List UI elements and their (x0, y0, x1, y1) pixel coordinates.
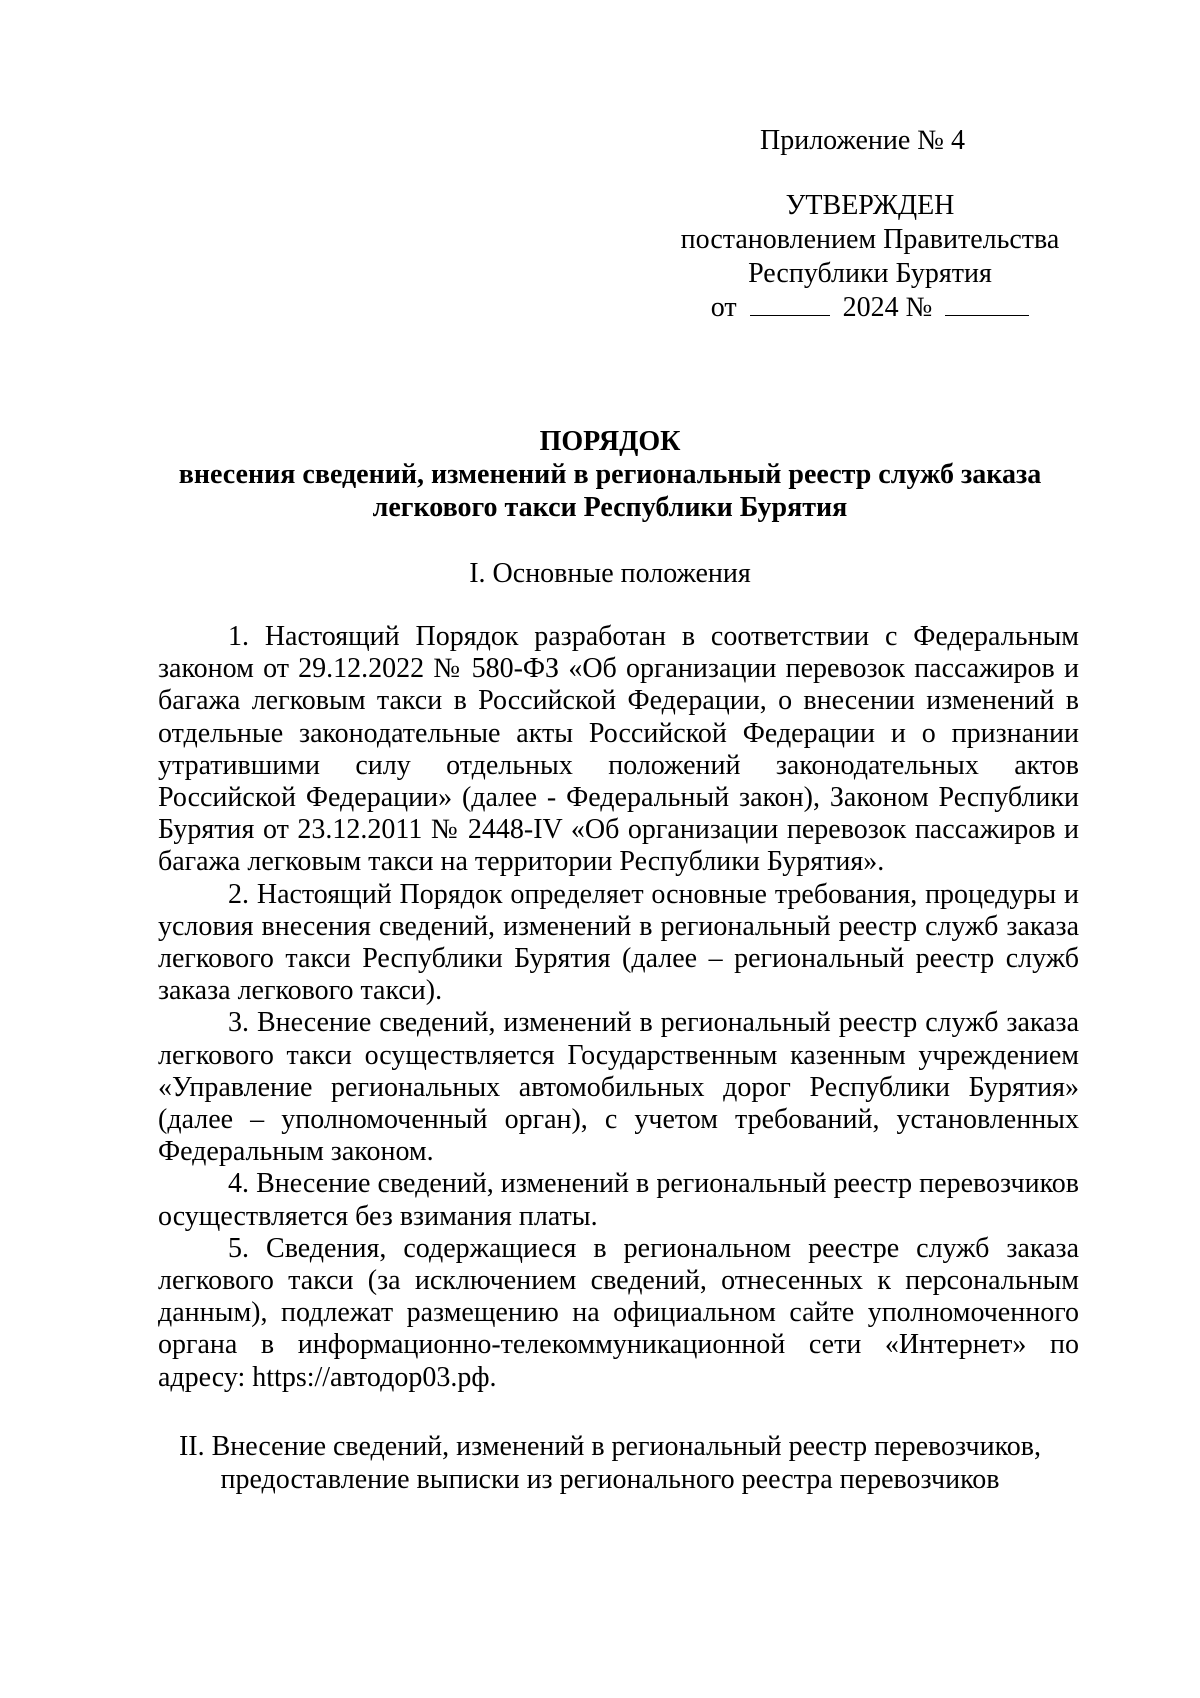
number-blank (945, 291, 1029, 316)
title-line-1: ПОРЯДОК (539, 426, 681, 457)
paragraph-2: 2. Настоящий Порядок определяет основные требования, процедуры и условия внесения сведений, изменений в региональный реестр служб заказа легкового такси Республики Бурятия (далее – региональный реестр служб заказа легкового такси). (158, 878, 1079, 1007)
section-1-heading-text: I. Основные положения (469, 558, 751, 589)
approval-block (660, 189, 1080, 325)
approved-by-line-1: постановлением Правительства (680, 224, 1060, 255)
section-2-heading-line-2: предоставление выписки из регионального реестра перевозчиков (220, 1464, 1000, 1495)
section-2-heading (120, 1430, 1100, 1496)
section-1-body (158, 621, 1079, 1394)
section-1-heading (120, 557, 1100, 590)
paragraph-5: 5. Сведения, содержащиеся в региональном реестре служб заказа легкового такси (за исключением сведений, отнесенных к персональным данным), подлежат размещению на официальном сайте уполномоченного органа в информационно-телекоммуникационной сети «Интернет» по адресу: https://автодор03.рф. (158, 1232, 1079, 1393)
title-line-3: легкового такси Республики Бурятия (372, 492, 848, 523)
date-year: 2024 № (842, 292, 933, 323)
appendix-label: Приложение № 4 (760, 125, 965, 156)
approved-by-line-2: Республики Бурятия (748, 258, 992, 289)
paragraph-3: 3. Внесение сведений, изменений в региональный реестр служб заказа легкового такси осуществляется Государственным казенным учреждением «Управление региональных автомобильных дорог Республики Бурятия» (далее – уполномоченный орган), с учетом требований, установленных Федеральным законом. (158, 1007, 1079, 1168)
date-blank (750, 291, 830, 316)
document-title (120, 425, 1100, 524)
title-line-2: внесения сведений, изменений в региональный реестр служб заказа (178, 459, 1042, 490)
paragraph-1: 1. Настоящий Порядок разработан в соответствии с Федеральным законом от 29.12.2022 № 580-ФЗ «Об организации перевозок пассажиров и багажа легковым такси в Российской Федерации, о внесении изменений в отдельные законодательные акты Российской Федерации и о признании утратившими силу отдельных положений законодательных актов Российской Федерации» (далее - Федеральный закон), Законом Республики Бурятия от 23.12.2011 № 2448-IV «Об организации перевозок пассажиров и багажа легковым такси на территории Республики Бурятия». (158, 621, 1079, 878)
paragraph-4: 4. Внесение сведений, изменений в региональный реестр перевозчиков осуществляется без взимания платы. (158, 1168, 1079, 1232)
date-prefix: от (710, 292, 737, 323)
section-2-heading-line-1: II. Внесение сведений, изменений в региональный реестр перевозчиков, (178, 1431, 1042, 1462)
approved-stamp-text: УТВЕРЖДЕН (785, 190, 955, 221)
approval-date-line (660, 291, 1080, 325)
